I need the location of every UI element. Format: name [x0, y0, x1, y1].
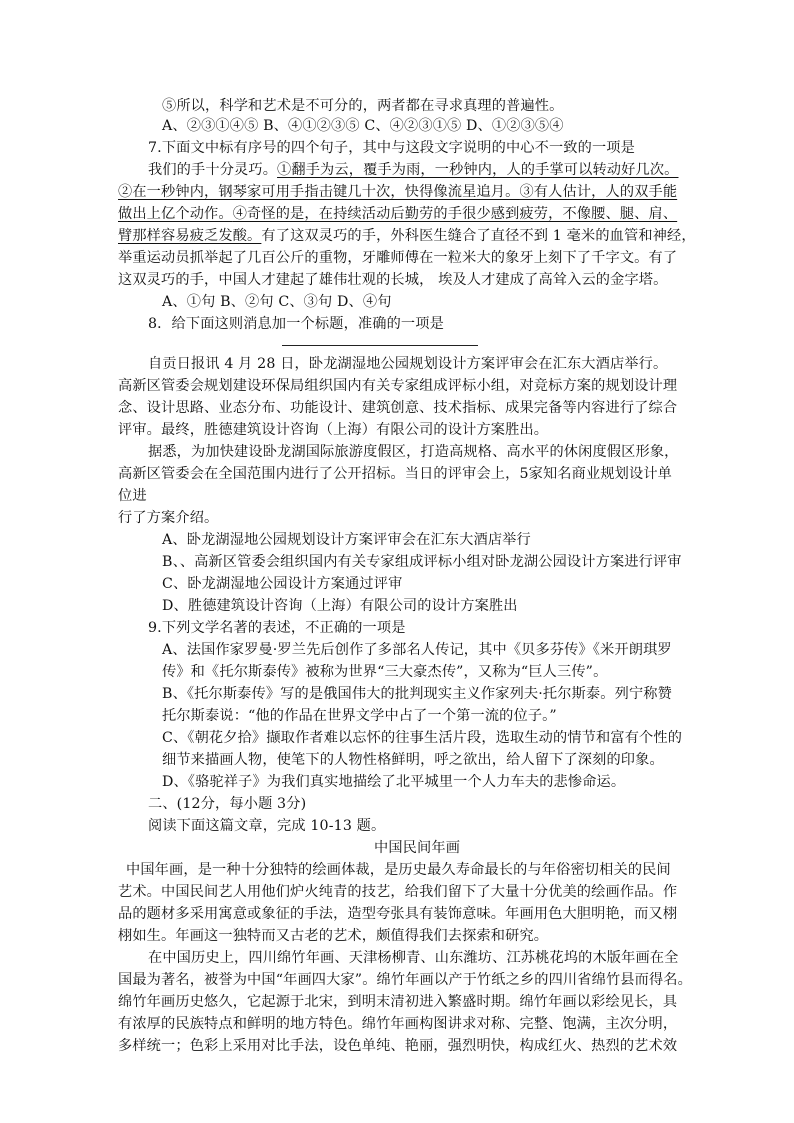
- q8-stem: 8．给下面这则消息加一个标题，准确的一项是: [148, 316, 444, 332]
- q7-sentence-3: ③有人估计，人的双手能: [519, 184, 678, 200]
- q7-passage-line-6: 这双灵巧的手，中国人才建起了雄伟壮观的长城， 埃及人才建成了高耸入云的金字塔。: [118, 272, 668, 288]
- q9-option-a-line-2: 传》和《托尔斯泰传》被称为世界“三大豪杰传”，又称为“巨人三传”。: [162, 664, 608, 680]
- article-para-2-line-3: 绵竹年画历史悠久，它起源于北宋，到明末清初进入繁盛时期。绵竹年画以彩绘见长，具: [118, 994, 678, 1010]
- reading-instruction: 阅读下面这篇文章，完成 10-13 题。: [148, 818, 386, 834]
- q7-passage-line-1: [148, 160, 679, 180]
- q8-news-line-8: 行了方案介绍。: [118, 510, 219, 526]
- q8-option-c: C、卧龙湖湿地公园设计方案通过评审: [162, 576, 403, 592]
- q7-passage-text: 我们的手十分灵巧。: [148, 162, 278, 178]
- article-para-1-line-3: 品的题材多采用寓意或象征的手法，造型夸张具有装饰意味。年画用色大胆明艳，而又栩: [118, 906, 678, 922]
- q6-options: A、②③①④⑤ B、④①②③⑤ C、④②③①⑤ D、①②③⑤④: [162, 118, 564, 134]
- q8-news-line-1: 自贡日报讯 4 月 28 日，卧龙湖湿地公园规划设计方案评审会在汇东大酒店举行。: [148, 356, 668, 372]
- section-heading: 二、(12分，每小题 3分): [148, 796, 307, 812]
- q7-passage-line-3: [118, 204, 677, 224]
- q7-sentence-2: ②在一秒钟内，钢琴家可用手指击键几十次，快得像流星追月。: [118, 184, 520, 200]
- article-title: 中国民间年画: [374, 840, 461, 856]
- article-para-1-line-2: 艺术。中国民间艺人用他们炉火纯青的技艺，给我们留下了大量十分优美的绘画作品。作: [118, 884, 678, 900]
- q8-option-d: D、胜德建筑设计咨询（上海）有限公司的设计方案胜出: [162, 598, 518, 614]
- q8-news-line-2: 高新区管委会规划建设环保局组织国内有关专家组成评标小组，对竞标方案的规划设计理: [118, 378, 678, 394]
- q9-option-d: D、《骆驼祥子》为我们真实地描绘了北平城里一个人力车夫的悲惨命运。: [162, 774, 626, 790]
- q8-news-line-3: 念、设计思路、业态分布、功能设计、建筑创意、技术指标、成果完备等内容进行了综合: [118, 400, 678, 416]
- q9-option-c-line-1: C、《朝花夕拾》撷取作者难以忘怀的往事生活片段，选取生动的情节和富有个性的: [162, 730, 683, 746]
- q7-passage-text: 有了这双灵巧的手，外科医生缝合了直径不到 1 毫米的血管和神经，: [261, 228, 696, 244]
- q7-passage-line-4: [118, 226, 696, 246]
- q9-option-b-line-1: B、《托尔斯泰传》写的是俄国伟大的批判现实主义作家列夫·托尔斯泰。列宁称赞: [162, 686, 672, 702]
- q9-option-a-line-1: A、法国作家罗曼·罗兰先后创作了多部名人传记，其中《贝多芬传》《米开朗琪罗: [162, 642, 672, 658]
- article-para-2-line-5: 多样统一；色彩上采用对比手法，设色单纯、艳丽，强烈明快，构成红火、热烈的艺术效: [118, 1038, 678, 1054]
- q9-stem: 9.下列文学名著的表述，不正确的一项是: [148, 620, 406, 636]
- article-para-1-line-1: 中国年画，是一种十分独特的绘画体裁，是历史最久寿命最长的与年俗密切相关的民间: [126, 862, 671, 878]
- q7-sentence-4: ④奇怪的是，在持续活动后勤劳的手很少感到疲劳，不像腰、腿、肩、: [232, 206, 678, 222]
- q7-sentence-4-cont: 臂那样容易疲乏发酸。: [118, 228, 262, 244]
- q7-options: A、①句 B、②句 C、③句 D、④句: [162, 294, 392, 310]
- q7-passage-line-5: 举重运动员抓举起了几百公斤的重物，牙雕师傅在一粒米大的象牙上刻下了千字文。有了: [118, 250, 678, 266]
- q8-news-line-4: 评审。最终，胜德建筑设计咨询（上海）有限公司的设计方案胜出。: [118, 422, 549, 438]
- article-para-2-line-1: 在中国历史上，四川绵竹年画、天津杨柳青、山东潍坊、江苏桃花坞的木版年画在全: [148, 950, 679, 966]
- answer-blank-line: [282, 345, 478, 346]
- q8-news-line-5: 据悉，为加快建设卧龙湖国际旅游度假区，打造高规格、高水平的休闲度假区形象，: [148, 444, 679, 460]
- q9-option-c-line-2: 细节来描画人物，使笔下的人物性格鲜明，呼之欲出，给人留下了深刻的印象。: [162, 752, 664, 768]
- q8-news-line-6: 高新区管委会在全国范围内进行了公开招标。当日的评审会上，5家知名商业规划设计单: [118, 466, 673, 482]
- article-para-2-line-4: 有浓厚的民族特点和鲜明的地方特色。绵竹年画构图讲求对称、完整、饱满，主次分明，: [118, 1016, 678, 1032]
- q6-item-5: ⑤所以，科学和艺术是不可分的，两者都在寻求真理的普遍性。: [162, 98, 564, 114]
- article-para-1-line-4: 栩如生。年画这一独特而又古老的艺术，颇值得我们去探索和研究。: [118, 928, 549, 944]
- article-para-2-line-2: 国最为著名，被誉为中国“年画四大家”。绵竹年画以产于竹纸之乡的四川省绵竹县而得名。: [118, 972, 692, 988]
- q7-sentence-3-cont: 做出上亿个动作。: [118, 206, 233, 222]
- q8-option-b: B、、高新区管委会组织国内有关专家组成评标小组对卧龙湖公园设计方案进行评审: [162, 554, 682, 570]
- q8-option-a: A、卧龙湖湿地公园规划设计方案评审会在汇东大酒店举行: [162, 532, 531, 548]
- q9-option-b-line-2: 托尔斯泰说：“他的作品在世界文学中占了一个第一流的位子。”: [162, 708, 557, 724]
- q7-stem: 7.下面文中标有序号的四个句子，其中与这段文字说明的中心不一致的一项是: [148, 140, 635, 156]
- q8-news-line-7: 位进: [118, 488, 147, 504]
- q7-passage-line-2: [118, 182, 677, 202]
- q7-sentence-1: ①翻手为云，覆手为雨，一秒钟内，人的手掌可以转动好几次。: [277, 162, 679, 178]
